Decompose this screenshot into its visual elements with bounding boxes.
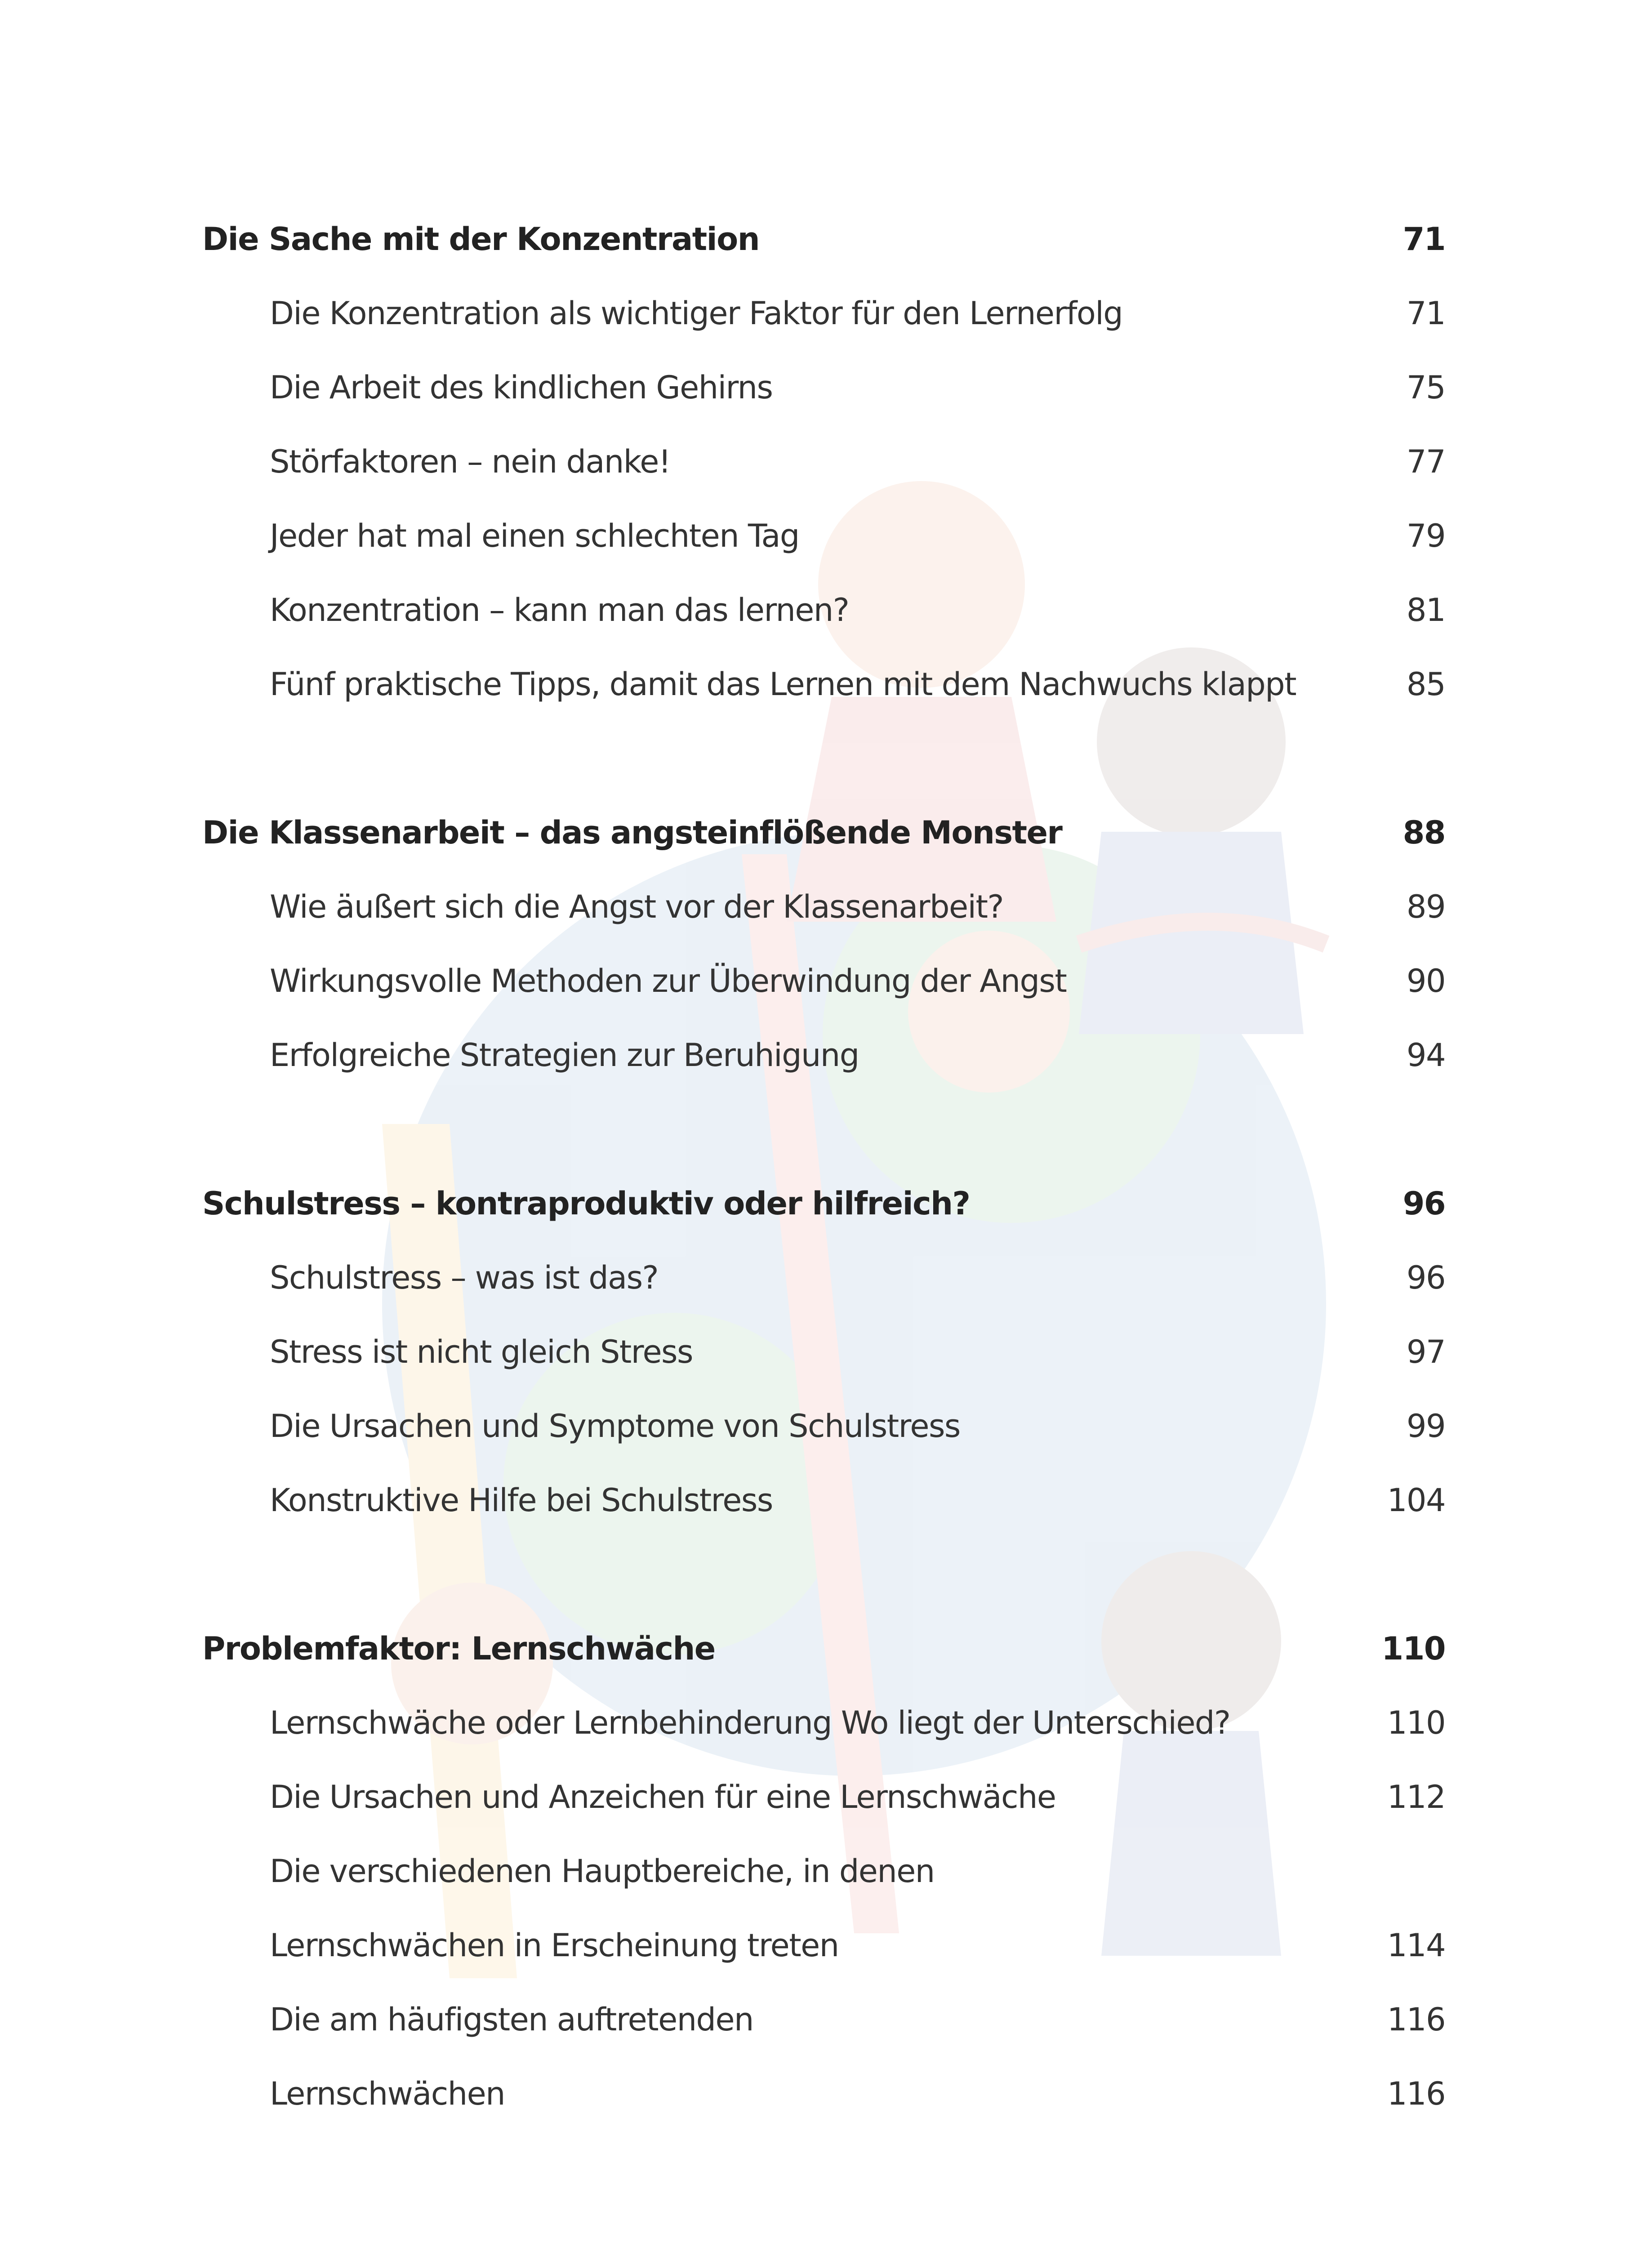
toc-entry[interactable]	[0, 277, 1652, 351]
toc-entry-title: Die Arbeit des kindlichen Gehirns	[270, 369, 773, 406]
toc-entry-title: Wie äußert sich die Angst vor der Klassenarbeit?	[270, 888, 1004, 925]
toc-chapter-page: 110	[1381, 1630, 1445, 1667]
toc-entry-page: 71	[1406, 295, 1445, 332]
toc-entry-page: 116	[1387, 2001, 1445, 2038]
toc-entry[interactable]	[0, 351, 1652, 425]
toc-entry[interactable]	[0, 499, 1652, 573]
toc-entry-title: Lernschwächen	[270, 2075, 505, 2112]
toc-entry-page: 97	[1406, 1334, 1445, 1370]
toc-entry[interactable]	[0, 647, 1652, 722]
toc-entry[interactable]	[0, 1760, 1652, 1834]
toc-entry-title: Die am häufigsten auftretenden	[270, 2001, 753, 2038]
toc-entry-page: 99	[1406, 1408, 1445, 1445]
toc-entry-page: 104	[1387, 1482, 1445, 1519]
toc-entry[interactable]	[0, 1315, 1652, 1389]
toc-entry-title: Fünf praktische Tipps, damit das Lernen mit dem Nachwuchs klappt	[270, 666, 1296, 703]
toc-entry-page: 112	[1387, 1779, 1445, 1815]
toc-entry-page: 116	[1387, 2075, 1445, 2112]
toc-entry-title: Lernschwächen in Erscheinung treten	[270, 1927, 839, 1964]
toc-entry[interactable]	[0, 573, 1652, 647]
toc-entry-title: Wirkungsvolle Methoden zur Überwindung der Angst	[270, 963, 1067, 999]
toc-chapter-page: 71	[1403, 221, 1445, 258]
toc-entry-title: Die Konzentration als wichtiger Faktor für den Lernerfolg	[270, 295, 1123, 332]
toc-entry-page: 96	[1406, 1259, 1445, 1296]
toc-entry-page: 114	[1387, 1927, 1445, 1964]
toc-entry-page: 81	[1406, 592, 1445, 629]
toc-entry-title: Die Ursachen und Symptome von Schulstress	[270, 1408, 960, 1445]
toc-chapter-page: 96	[1403, 1185, 1445, 1222]
toc-entry[interactable]	[0, 1909, 1652, 1983]
toc-entry-title: Konstruktive Hilfe bei Schulstress	[270, 1482, 773, 1519]
toc-entry[interactable]	[0, 1983, 1652, 2057]
toc-chapter[interactable]	[0, 1612, 1652, 1686]
toc-entry[interactable]	[0, 944, 1652, 1018]
toc-entry-title: Jeder hat mal einen schlechten Tag	[270, 517, 799, 554]
toc-entry-page: 90	[1406, 963, 1445, 999]
toc-entry-page: 94	[1406, 1037, 1445, 1074]
toc-entry-page: 89	[1406, 888, 1445, 925]
toc-chapter-page: 88	[1403, 814, 1445, 851]
toc-entry-title: Lernschwäche oder Lernbehinderung Wo liegt der Unterschied?	[270, 1704, 1230, 1741]
toc-chapter-title: Die Klassenarbeit – das angsteinflößende Monster	[202, 814, 1062, 851]
toc-chapter[interactable]	[0, 1167, 1652, 1241]
toc-entry-title: Die Ursachen und Anzeichen für eine Lernschwäche	[270, 1779, 1056, 1815]
toc-chapter[interactable]	[0, 796, 1652, 870]
toc-entry[interactable]	[0, 1834, 1652, 1909]
toc-entry-title: Schulstress – was ist das?	[270, 1259, 659, 1296]
toc-entry[interactable]	[0, 1241, 1652, 1315]
toc-entry-title: Erfolgreiche Strategien zur Beruhigung	[270, 1037, 859, 1074]
toc-entry[interactable]	[0, 1389, 1652, 1463]
toc-chapter[interactable]	[0, 202, 1652, 277]
toc-entry[interactable]	[0, 425, 1652, 499]
toc-entry-page: 77	[1406, 443, 1445, 480]
toc-entry-page: 75	[1406, 369, 1445, 406]
toc-chapter-title: Problemfaktor: Lernschwäche	[202, 1630, 715, 1667]
toc-entry-page: 85	[1406, 666, 1445, 703]
toc-entry[interactable]	[0, 2057, 1652, 2131]
toc-entry-page: 79	[1406, 517, 1445, 554]
toc-entry-page: 110	[1387, 1704, 1445, 1741]
toc-entry[interactable]	[0, 1463, 1652, 1538]
toc-entry-title: Störfaktoren – nein danke!	[270, 443, 671, 480]
toc-entry[interactable]	[0, 1018, 1652, 1093]
toc-entry-title: Stress ist nicht gleich Stress	[270, 1334, 693, 1370]
toc-chapter-title: Schulstress – kontraproduktiv oder hilfreich?	[202, 1185, 970, 1222]
toc-entry-title: Die verschiedenen Hauptbereiche, in denen	[270, 1853, 935, 1890]
toc-chapter-title: Die Sache mit der Konzentration	[202, 221, 760, 258]
toc-entry-title: Konzentration – kann man das lernen?	[270, 592, 849, 629]
toc-entry[interactable]	[0, 870, 1652, 944]
toc-entry[interactable]	[0, 1686, 1652, 1760]
